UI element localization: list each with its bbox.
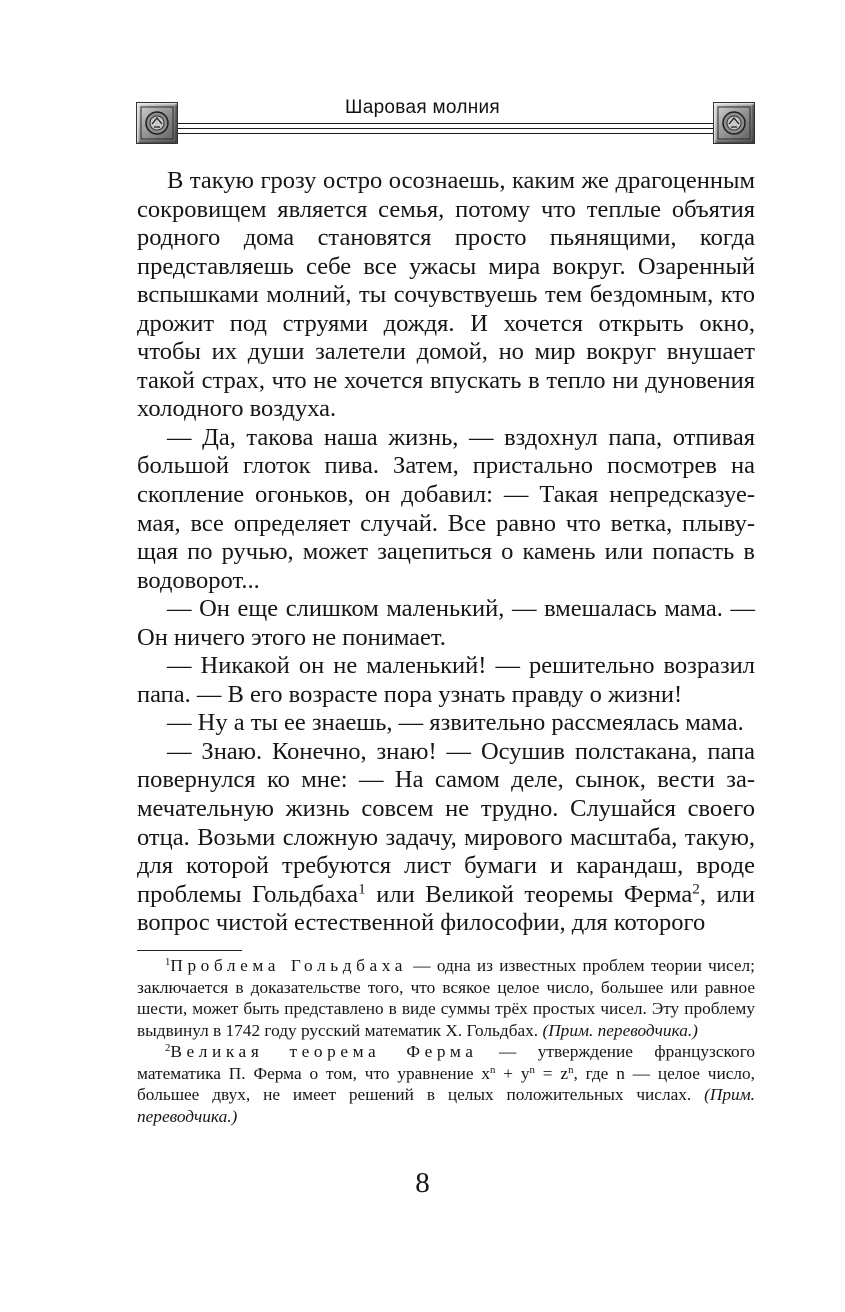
paragraph: — Никакой он не маленький! — решительно возразил папа. — В его возрасте пора узнать правду о жизни! [137, 652, 755, 708]
header-rule-middle [178, 128, 713, 129]
footnote-text: — одна из известных проблем теории чисел; заключается в доказательстве того, что всякое целое число, большее или равное шести, может быть представлено в виде суммы трёх простых чисел. Эту проблему выдвинул в 1742 году русский математик Х. Гольдбах. [137, 956, 755, 1040]
paragraph-text: — Знаю. Конечно, знаю! — Осушив полстакана, папа повернулся ко мне: — На самом деле, сынок, вести замечательную жизнь совсем не трудно. Слушайся своего отца. Возьми сложную задачу, мирового масштаба, такую, для которой требуются лист бумаги и карандаш, вроде проблемы Гольдбаха [137, 737, 755, 908]
exponent: n [568, 1063, 574, 1076]
translator-note: (Прим. переводчика.) [542, 1020, 698, 1040]
footnote-text: + y [495, 1063, 530, 1083]
paragraph: — Он еще слишком маленький, — вмешалась мама. — Он ничего этого не понимает. [137, 595, 755, 651]
footnote-term: Великая теорема Ферма [170, 1042, 478, 1061]
footnote-2 [137, 1041, 755, 1127]
footnote-ref-2[interactable]: 2 [692, 880, 700, 898]
exponent: n [490, 1063, 496, 1076]
header-rule-bottom [178, 133, 713, 134]
page-header [0, 0, 845, 160]
footnote-term: Проблема Гольдбаха [170, 956, 408, 975]
footnote-marker: 1 [165, 956, 171, 969]
footnotes [137, 955, 755, 1127]
running-title: Шаровая молния [344, 97, 501, 118]
paragraph: — Ну а ты ее знаешь, — язвительно рассмеялась мама. [167, 709, 744, 737]
footnote-separator [137, 950, 242, 951]
footnote-ref-1[interactable]: 1 [358, 880, 366, 898]
translator-note: (Прим. переводчика.) [137, 1085, 755, 1126]
exponent: n [529, 1063, 535, 1076]
footnote-marker: 2 [165, 1042, 171, 1055]
paragraph-with-footnote-refs [137, 738, 755, 938]
page-number: 8 [415, 1167, 430, 1199]
paragraph-text: , или вопрос чистой естественной философии, для которого [137, 880, 755, 937]
ornament-emblem-icon [713, 102, 755, 144]
footnote-1 [137, 955, 755, 1041]
paragraph-text: или Великой теоремы Ферма [365, 880, 693, 908]
main-text [137, 167, 755, 938]
footnote-text: , где n — целое число, большее двух, не имеет решений в целых положительных числах. [137, 1063, 755, 1104]
paragraph: В такую грозу остро осознаешь, каким же драгоценным сокровищем является семья, потому что теплые объятия родного дома становятся просто пьянящими, когда представляешь себе все ужасы мира вокруг. Озаренный вспышками молний, ты сочувствуешь тем бездомным, кто дрожит под струями дождя. И хочется открыть окно, чтобы их души залетели домой, но мир вокруг внушает такой страх, что не хочется впускать в тепло ни дуновения холодного воздуха. [137, 167, 755, 423]
footnote-text: — утверждение французского математика П. Ферма о том, что уравнение x [137, 1042, 755, 1083]
header-rule-top [178, 123, 713, 124]
footnote-text: = z [534, 1063, 569, 1083]
paragraph: — Да, такова наша жизнь, — вздохнул папа, отпивая большой глоток пива. Затем, пристально посмотрев на скопление огоньков, он добавил: — Такая непредсказуемая, все определяет случай. Все равно что ветка, плывущая по ручью, может зацепиться о камень или попасть в водоворот... [137, 423, 755, 594]
